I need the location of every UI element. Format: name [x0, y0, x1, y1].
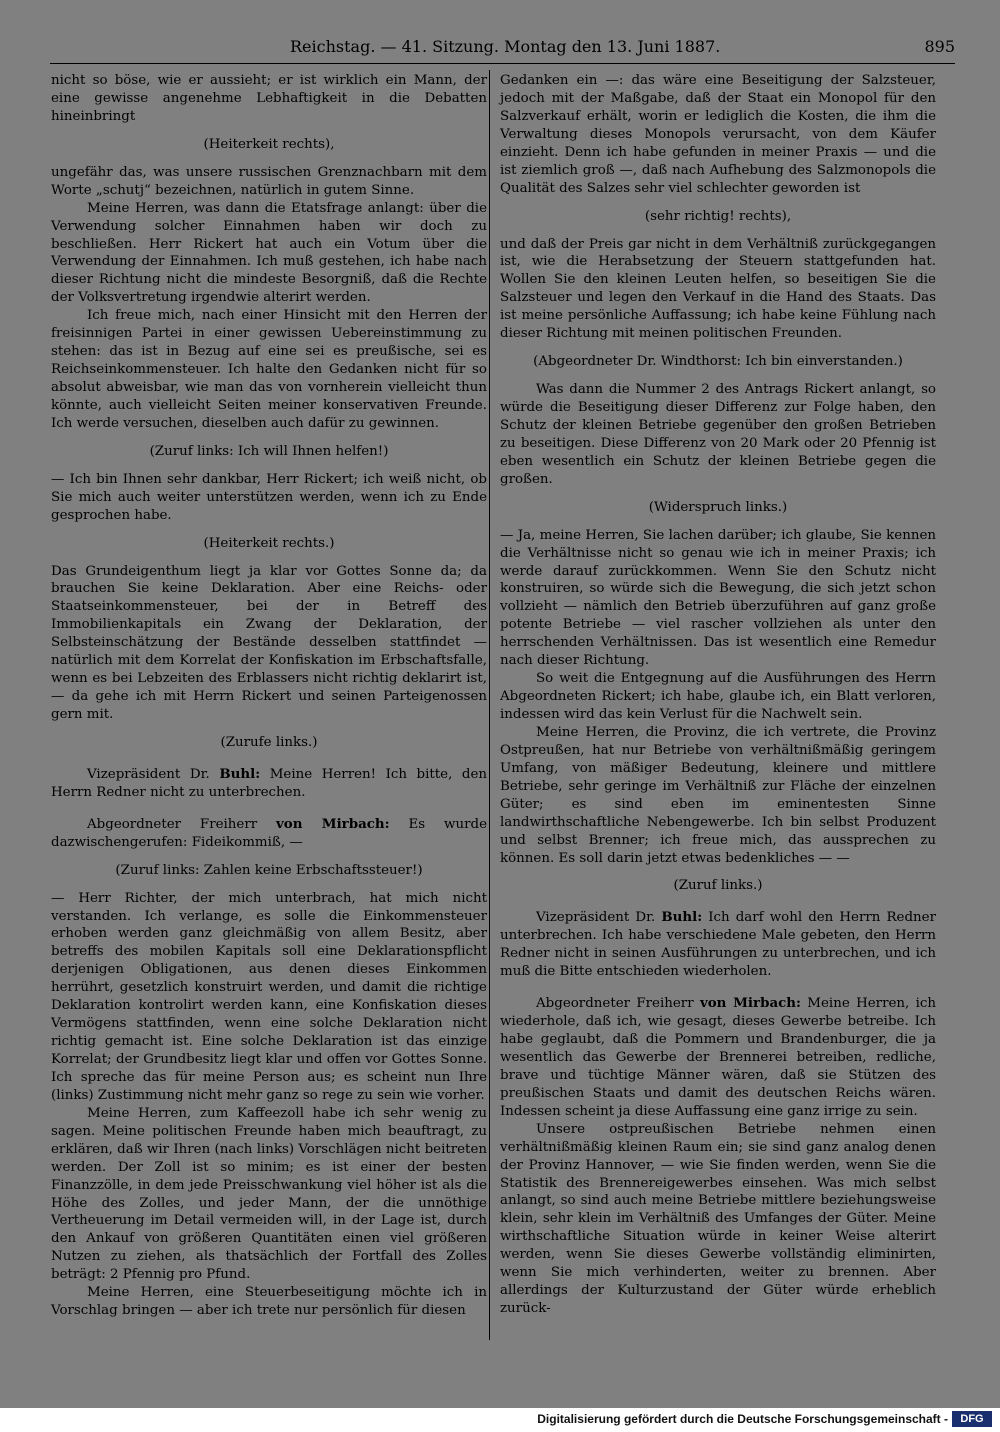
paragraph: So weit die Entgegnung auf die Ausführungen des Herrn Abgeordneten Rickert; ich habe, glaube ich, ein Blatt verloren, indessen wird das kein Verlust für die Nachwelt sein.	[500, 671, 936, 722]
interjection: (Abgeordneter Dr. Windthorst: Ich bin einverstanden.)	[533, 354, 903, 370]
interjection: (Widerspruch links.)	[648, 499, 788, 515]
dfg-logo: DFG	[952, 1411, 992, 1427]
speaker-role: Vizepräsident Dr.	[536, 910, 662, 926]
paragraph: — Ich bin Ihnen sehr dankbar, Herr Rickert; ich weiß nicht, ob Sie mich auch weiter unterstützen werden, wenn ich zu Ende gesprochen habe.	[51, 471, 487, 523]
header-title: Reichstag. — 41. Sitzung. Montag den 13. Juni 1887.	[290, 37, 721, 56]
paragraph: Gedanken ein —: das wäre eine Beseitigung der Salzsteuer, jedoch mit der Maßgabe, daß der Staat ein Monopol für den Salzverkauf erhält, worin er lediglich die Kosten, die ihm die Verwaltung dieses Monopols verursacht, von dem Käufer einzieht. Denn ich habe gefunden in meiner Praxis — und die ist ziemlich groß —, daß nach Aufhebung des Salzmonopols die Qualität des Salzes sehr viel schlechter geworden ist	[500, 73, 936, 196]
speaker-name: Buhl:	[661, 909, 703, 926]
speaker-name: Buhl:	[219, 765, 261, 782]
interjection: (Zuruf links: Zahlen keine Erbschaftssteuer!)	[115, 862, 423, 878]
page-header	[50, 37, 955, 64]
paragraph: — Ja, meine Herren, Sie lachen darüber; ich glaube, Sie kennen die Verhältnisse nicht so genau wie ich in meiner Praxis; ich werde darauf zurückkommen. Wenn Sie den Schutz nicht konstruiren, so würde sich die Bewegung, die sich jetzt schon vollzieht — nämlich den Betrieb überzuführen auf ganz große potente Betriebe — viel rascher vollziehen als unter den herrschenden Verhältnissen. Das ist wesentlich eine Remedur nach dieser Richtung.	[500, 527, 936, 669]
speaker-role: Abgeordneter Freiherr	[87, 816, 277, 832]
interjection: (Zuruf links.)	[673, 878, 763, 894]
paragraph: Meine Herren, die Provinz, die ich vertrete, die Provinz Ostpreußen, hat nur Betriebe von verhältnißmäßig geringem Umfang, von mäßiger Bedeutung, kleinere und mittlere Betriebe, sehr geringe im Verhältniß zur Fläche der einzelnen Güter; es sind eben im eminentesten Sinne landwirthschaftliche Nebengewerbe. Ich bin selbst Produzent und selbst Brenner; ich freue mich, das aussprechen zu können. Es soll darin jetzt etwas bedenkliches — —	[500, 724, 936, 866]
paragraph: Was dann die Nummer 2 des Antrags Rickert anlangt, so würde die Beseitigung dieser Differenz zur Folge haben, den Schutz der kleinen Betriebe gegenüber den großen Betrieben zu beseitigen. Diese Differenz von 20 Mark oder 20 Pfennig ist eben wesentlich ein Schutz der kleinen Betriebe gegen die großen.	[500, 382, 936, 487]
speech-text: Meine Herren! Ich bitte, den Herrn Redner nicht zu unterbrechen.	[51, 766, 487, 800]
paragraph: — Herr Richter, der mich unterbrach, hat mich nicht verstanden. Ich verlange, es solle die Einkommensteuer erhoben werden ganz gleichmäßig von allem Besitz, aber betreffs des mobilen Kapitals soll eine Deklarationspflicht derjenigen Obligationen, aus denen dieses Einkommen herrührt, gesetzlich konstruirt werden, und damit die richtige Deklaration kontrolirt werden kann, eine Konfiskation dieses Vermögens stattfinden, wenn eine solche Deklaration nicht richtig gemacht ist. Eine solche Deklaration ist das einzige Korrelat; der Grundbesitz liegt klar und offen vor Gottes Sonne. Ich spreche das für meine Person aus; es scheint nun Ihre (links) Zustimmung nicht mehr ganz so rege zu sein wie vorher.	[51, 890, 487, 1103]
speech-text: Ich darf wohl den Herrn Redner unterbrechen. Ich habe verschiedene Male gebeten, den Herrn Redner nicht in seinen Ausführungen zu unterbrechen, und ich muß die Bitte entschieden wiederholen.	[500, 910, 936, 980]
paragraph: Ich freue mich, nach einer Hinsicht mit den Herren der freisinnigen Partei in einer gewissen Uebereinstimmung zu stehen: das ist in Bezug auf eine sei es preußische, sei es Reichseinkommensteuer. Ich halte den Gedanken nicht für so absolut abweisbar, wie man das von vornherein vielleicht thun könnte, auch vielleicht Seiten meiner konservativen Freunde. Ich werde versuchen, dieselben auch dafür zu gewinnen.	[51, 308, 487, 431]
speech-text: Es wurde dazwischengerufen: Fideikommiß, —	[51, 816, 487, 850]
paragraph: Meine Herren, zum Kaffeezoll habe ich sehr wenig zu sagen. Meine politischen Freunde haben mich beauftragt, zu erklären, daß wir Ihren (nach links) Vorschlägen nicht beitreten werden. Der Zoll ist so minim; es ist einer der besten Finanzzölle, in dem jede Preisschwankung viel höher ist als die Höhe des Zolles, und jeder Mann, der die unnöthige Vertheuerung im Detail vermeiden will, in der Lage ist, durch den Ankauf von größeren Quantitäten einen viel größeren Nutzen zu ziehen, als thatsächlich der Fortfall des Zolles beträgt: 2 Pfennig pro Pfund.	[51, 1105, 487, 1283]
interjection: (Heiterkeit rechts.)	[203, 535, 335, 551]
left-column	[51, 72, 487, 1320]
interjection: (sehr richtig! rechts),	[644, 208, 792, 224]
page-number: 895	[924, 37, 955, 56]
speaker-paragraph	[500, 995, 936, 1121]
paragraph: und daß der Preis gar nicht in dem Verhältniß zurückgegangen ist, wie die Herabsetzung der Steuern stattgefunden hat. Wollen Sie den kleinen Leuten helfen, so beseitigen Sie die Salzsteuer und legen den Verkauf in die Hand des Staats. Das ist meine persönliche Auffassung; ich habe keine Fühlung nach dieser Richtung mit meinen politischen Freunden.	[500, 236, 936, 342]
paragraph: ungefähr das, was unsere russischen Grenznachbarn mit dem Worte „schutj“ bezeichnen, natürlich in gutem Sinne.	[51, 164, 487, 198]
speaker-role: Vizepräsident Dr.	[87, 766, 220, 782]
speaker-paragraph	[500, 909, 936, 981]
footer-bar	[0, 1408, 1000, 1432]
interjection: (Zurufe links.)	[220, 734, 318, 750]
paragraph: Meine Herren, eine Steuerbeseitigung möchte ich in Vorschlag bringen — aber ich trete nur persönlich für diesen	[51, 1285, 487, 1319]
paragraph: Das Grundeigenthum liegt ja klar vor Gottes Sonne da; da brauchen Sie keine Deklaration. Aber eine Reichs- oder Staatseinkommensteuer, bei der in Betreff des Immobilienkapitals ein Zwang der Deklaration, der Selbsteinschätzung der Bestände desselben stattfindet — natürlich mit dem Korrelat der Konfiskation im Erbschaftsfalle, wenn es bei Lebzeiten des Erblassers nicht richtig deklarirt ist, — da gehe ich mit Herrn Rickert und seinen Parteigenossen gern mit.	[51, 563, 487, 722]
funding-credit: Digitalisierung gefördert durch die Deutsche Forschungsgemeinschaft -	[537, 1412, 948, 1426]
speaker-paragraph	[51, 816, 487, 852]
speech-text: Meine Herren, ich wiederhole, daß ich, wie gesagt, dieses Gewerbe betreibe. Ich habe geglaubt, daß die Pommern und Brandenburger, die ja wesentlich das Gewerbe der Brennerei betreiben, redliche, brave und tüchtige Männer wären, daß sie Stützen des preußischen Staats und damit des deutschen Reichs wären. Indessen scheint ja diese Auffassung eine ganz irrige zu sein.	[500, 996, 937, 1119]
speaker-paragraph	[51, 766, 487, 802]
paragraph: Meine Herren, was dann die Etatsfrage anlangt: über die Verwendung solcher Einnahmen haben wir doch zu beschließen. Herr Rickert hat auch ein Votum über die Verwendung der Einnahmen. Ich muß gestehen, ich habe nach dieser Richtung nicht die mindeste Besorgniß, daß die Rechte der Volksvertretung irgendwie alterirt werden.	[51, 200, 487, 306]
speaker-name: von Mirbach:	[699, 995, 801, 1012]
speaker-role: Abgeordneter Freiherr	[536, 996, 700, 1012]
column-divider	[489, 70, 490, 1340]
interjection: (Zuruf links: Ich will Ihnen helfen!)	[149, 443, 389, 459]
paragraph: Unsere ostpreußischen Betriebe nehmen einen verhältnißmäßig kleinen Raum ein; sie sind ganz analog denen der Provinz Hannover, — wie Sie finden werden, wenn Sie die Statistik des Brennereigewerbes einsehen. Was mich selbst anlangt, so sind auch meine Betriebe mittlere beziehungsweise klein, sehr klein im Verhältniß des Umfanges der Güter. Meine wirthschaftliche Situation würde in keiner Weise alterirt werden, wenn Sie dieses Gewerbe vollständig eliminirten, wenn Sie mich verhinderten, weiter zu brennen. Aber allerdings der Kulturzustand der Güter würde erheblich zurück-	[500, 1121, 936, 1317]
speaker-name: von Mirbach:	[276, 815, 390, 832]
interjection: (Heiterkeit rechts),	[203, 136, 335, 152]
right-column	[500, 72, 936, 1318]
paragraph: nicht so böse, wie er aussieht; er ist wirklich ein Mann, der eine gewisse angenehme Lebhaftigkeit in die Debatten hineinbringt	[51, 73, 487, 124]
